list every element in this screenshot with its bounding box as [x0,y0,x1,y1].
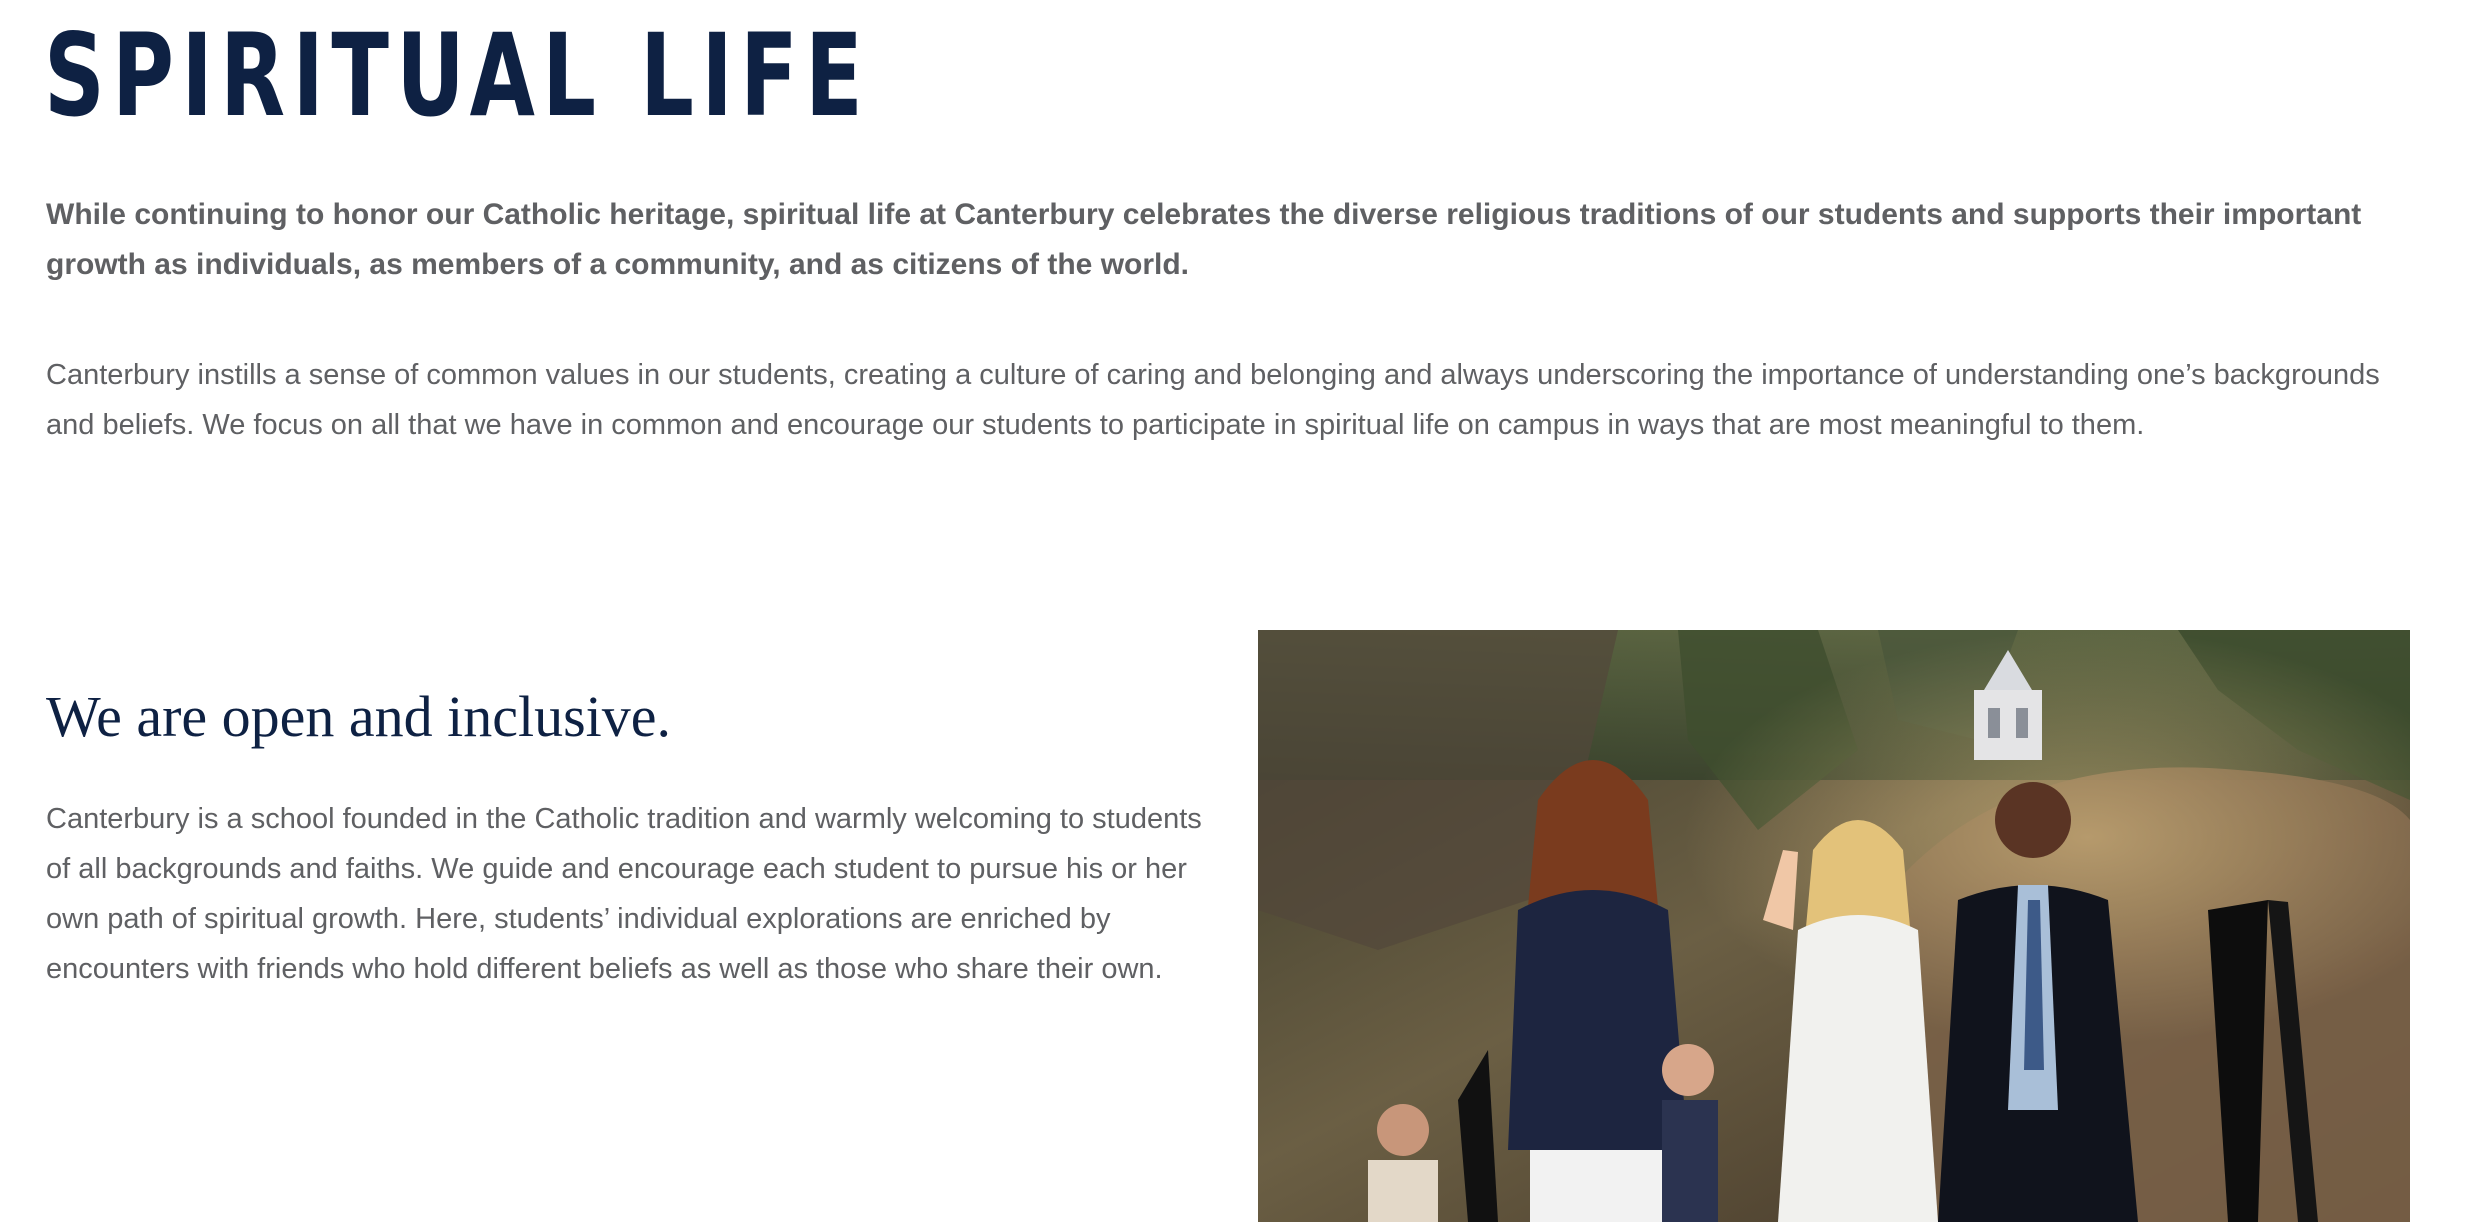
page-title: SPIRITUAL LIFE [44,9,871,142]
section-heading: We are open and inclusive. [46,684,672,749]
section-body-paragraph: Canterbury is a school founded in the Catholic tradition and warmly welcoming to students of all backgrounds and faiths. We guide and encourage each student to pursue his or her own path of spiritual growth. Here, students’ individual explorations are enriched by encounters with friends who hold different beliefs as well as those who share their own. [46,803,1202,985]
students-walking-photo [1258,630,2410,1222]
intro-body-paragraph: Canterbury instills a sense of common values in our students, creating a culture of caring and belonging and always underscoring the importance of understanding one’s backgrounds and beliefs. We focus on all that we have in common and encourage our students to participate in spiritual life on campus in ways that are most meaningful to them. [46,359,2380,441]
students-photo [1258,630,2410,1222]
intro-lead-paragraph: While continuing to honor our Catholic heritage, spiritual life at Canterbury celebrates the diverse religious traditions of our students and supports their important growth as individuals, as members of a community, and as citizens of the world. [46,198,2362,281]
